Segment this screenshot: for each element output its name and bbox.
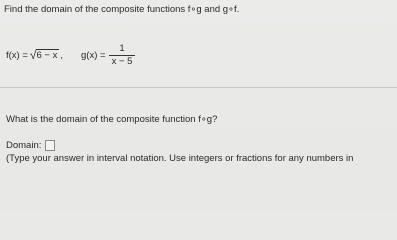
function-separator: , xyxy=(60,49,64,61)
fraction-numerator: 1 xyxy=(119,42,125,54)
answer-hint: (Type your answer in interval notation. Use integers or fractions for any numbers in xyxy=(6,153,354,164)
radicand: 6 − x xyxy=(36,49,58,61)
question-text: What is the domain of the composite function f∘g? xyxy=(6,114,218,125)
function-f xyxy=(6,49,63,62)
square-root-expression xyxy=(30,49,59,62)
answer-row xyxy=(6,140,55,151)
fraction-denominator: x − 5 xyxy=(111,55,133,67)
radical-sign: √ xyxy=(29,48,37,62)
function-g xyxy=(81,43,135,68)
fraction xyxy=(109,43,136,68)
section-divider xyxy=(0,87,397,88)
domain-answer-input[interactable] xyxy=(45,140,55,151)
function-f-label: f(x) = xyxy=(6,49,28,61)
problem-instruction: Find the domain of the composite functions f∘g and g∘f. xyxy=(4,4,240,15)
domain-label: Domain: xyxy=(6,140,42,151)
function-g-label: g(x) = xyxy=(81,49,106,61)
function-definitions xyxy=(6,38,135,72)
